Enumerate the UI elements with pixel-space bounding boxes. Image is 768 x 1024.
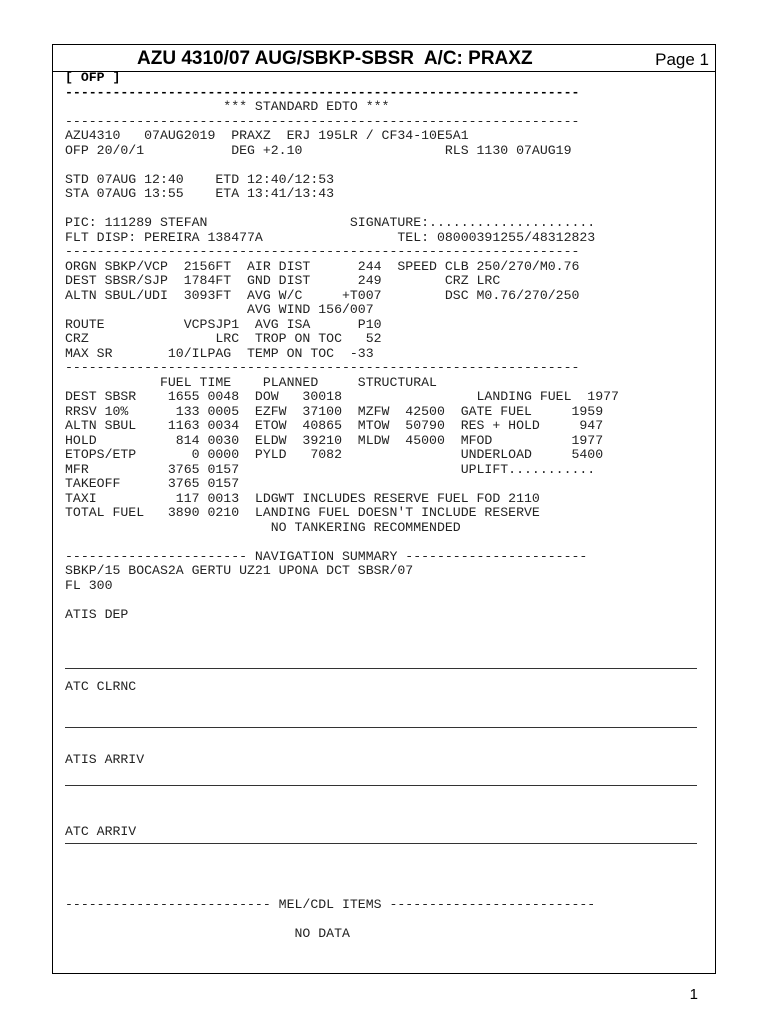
ofp-line: TOTAL FUEL 3890 0210 LANDING FUEL DOESN'T INCLUDE RESERVE [65,505,540,520]
ofp-line: DEST SBSR 1655 0048 DOW 30018 LANDING FUEL 1977 [65,389,619,404]
ofp-line: ATIS ARRIV [65,751,145,767]
ofp-line: NO DATA [65,925,350,941]
ofp-line: ATC ARRIV [65,824,137,839]
ofp-line: ATC CLRNC [65,679,137,694]
ofp-line [65,709,619,724]
ofp-line: STA 07AUG 13:55 ETA 13:41/13:43 [65,186,335,201]
document-title: AZU 4310/07 AUG/SBKP-SBSR A/C: PRAXZ [137,48,533,69]
ofp-line: NO TANKERING RECOMMENDED [65,519,461,535]
ofp-line: *** STANDARD EDTO *** [65,99,390,114]
ofp-line: ----------------------------------------------------------------- [65,360,580,375]
ofp-line [65,811,619,826]
ofp-line [65,158,619,173]
page-label: Page 1 [655,50,709,69]
ofp-line [65,724,619,739]
ofp-line: OFP 20/0/1 DEG +2.10 RLS 1130 07AUG19 [65,142,572,158]
ofp-line: FLT DISP: PEREIRA 138477A TEL: 08000391255/48312823 [65,229,596,245]
ofp-line [65,535,619,550]
ofp-line: ATIS DEP [65,606,129,622]
ofp-line [65,782,619,797]
ofp-line [65,869,619,884]
ofp-line: RRSV 10% 133 0005 EZFW 37100 MZFW 42500 GATE FUEL 1959 [65,403,604,419]
ofp-line [65,854,619,869]
ofp-line: STD 07AUG 12:40 ETD 12:40/12:53 [65,171,335,187]
ofp-line: ----------------------------------------------------------------- [65,244,580,259]
ofp-line: ----------------------------------------------------------------- [65,113,580,129]
ofp-line: FUEL TIME PLANNED STRUCTURAL [65,374,437,390]
ofp-line: ----------------------- NAVIGATION SUMMARY ----------------------- [65,548,588,564]
ofp-line [65,883,619,898]
ofp-line: [ OFP ] [65,70,121,85]
ofp-line [65,651,619,666]
ofp-line [65,695,619,710]
ofp-line: TAXI 117 0013 LDGWT INCLUDES RESERVE FUEL FOD 2110 [65,490,540,506]
ofp-line: TAKEOFF 3765 0157 [65,476,240,491]
ofp-line: MFR 3765 0157 UPLIFT........... [65,461,596,477]
ofp-body-text [65,71,619,941]
ofp-line [65,202,619,217]
ofp-line: HOLD 814 0030 ELDW 39210 MLDW 45000 MFOD 1977 [65,432,604,448]
ofp-line [65,622,619,637]
ofp-line: FL 300 [65,577,113,593]
ofp-line: ----------------------------------------------------------------- [65,84,580,100]
header-bar [53,45,715,72]
ofp-line: ALTN SBUL/UDI 3093FT AVG W/C +T007 DSC M0.76/270/250 [65,287,580,303]
ofp-line: AVG WIND 156/007 [65,302,374,317]
ofp-line [65,593,619,608]
ofp-line [65,840,619,855]
page-number: 1 [689,986,698,1003]
ofp-line: ETOPS/ETP 0 0000 PYLD 7082 UNDERLOAD 5400 [65,447,604,462]
ofp-line: PIC: 111289 STEFAN SIGNATURE:..................... [65,215,596,230]
ofp-line: CRZ LRC TROP ON TOC 52 [65,331,382,346]
atc-clrnc-entry-line [65,727,697,728]
ofp-line: ALTN SBUL 1163 0034 ETOW 40865 MTOW 50790 RES + HOLD 947 [65,418,604,433]
atc-arriv-entry-line [65,843,697,844]
ofp-line [65,796,619,811]
ofp-line: MAX SR 10/ILPAG TEMP ON TOC -33 [65,345,374,361]
ofp-line: -------------------------- MEL/CDL ITEMS -------------------------- [65,896,596,912]
ofp-line: SBKP/15 BOCAS2A GERTU UZ21 UPONA DCT SBSR/07 [65,563,414,578]
ofp-line: AZU4310 07AUG2019 PRAXZ ERJ 195LR / CF34-10E5A1 [65,128,469,143]
ofp-line [65,767,619,782]
atis-arriv-entry-line [65,785,697,786]
ofp-line: ORGN SBKP/VCP 2156FT AIR DIST 244 SPEED CLB 250/270/M0.76 [65,258,580,274]
atis-dep-entry-line [65,668,697,669]
ofp-line [65,912,619,927]
ofp-line: DEST SBSR/SJP 1784FT GND DIST 249 CRZ LRC [65,273,501,288]
ofp-line: ROUTE VCPSJP1 AVG ISA P10 [65,316,382,332]
ofp-line [65,637,619,652]
ofp-line [65,738,619,753]
